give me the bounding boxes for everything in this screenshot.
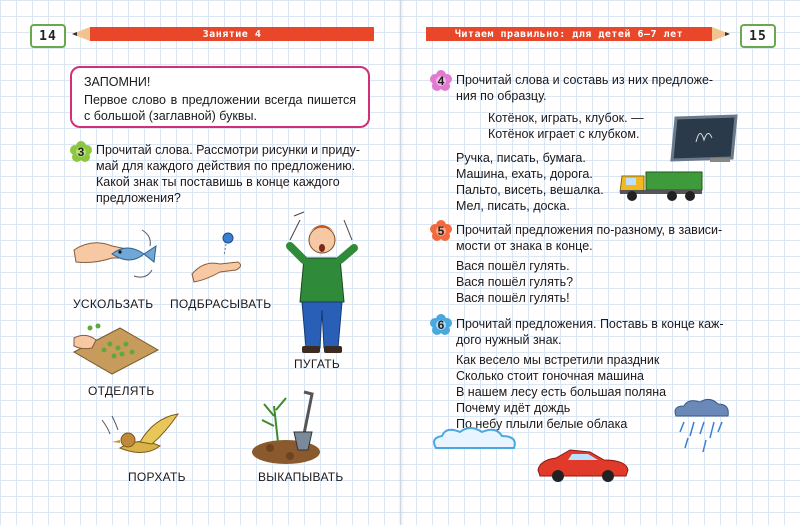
lesson-title: Занятие 4	[202, 28, 262, 40]
task5-instructions	[456, 222, 746, 254]
task6-item: Почему идёт дождь	[456, 401, 571, 415]
task4-item: Пальто, висеть, вешалка.	[456, 183, 604, 197]
scared-boy-illustration	[282, 210, 362, 360]
left-header-pencil	[90, 27, 374, 41]
task5-item: Вася пошёл гулять.	[456, 259, 570, 273]
task4-instructions	[456, 72, 746, 104]
remember-title: ЗАПОМНИ!	[84, 75, 151, 89]
task5-item: Вася пошёл гулять!	[456, 291, 570, 305]
flower-badge-icon	[70, 141, 92, 163]
task5-line: Прочитай предложения по-разному, в зависи-	[456, 223, 723, 237]
right-header-pencil	[426, 27, 712, 41]
task4-item: Машина, ехать, дорога.	[456, 167, 593, 181]
word-label: УСКОЛЬЗАТЬ	[73, 297, 154, 311]
task6-item: Сколько стоит гоночная машина	[456, 369, 644, 383]
left-page-number: 14	[30, 24, 66, 48]
example-line: Котёнок играет с клубком.	[488, 127, 640, 141]
hand-fish-illustration	[72, 220, 162, 290]
task-number: 5	[437, 224, 445, 238]
task4-line: ния по образцу.	[456, 89, 547, 103]
sorting-peas-illustration	[70, 322, 160, 377]
task5-item: Вася пошёл гулять?	[456, 275, 574, 289]
red-car-illustration	[534, 444, 632, 484]
task4-items	[456, 150, 604, 214]
task3-instructions	[96, 142, 376, 206]
remember-box	[70, 66, 370, 128]
word-label: ПОДБРАСЫВАТЬ	[170, 297, 272, 311]
rain-cloud-illustration	[672, 398, 732, 456]
task3-line: Прочитай слова. Рассмотри рисунки и приду-	[96, 143, 361, 157]
task4-item: Ручка, писать, бумага.	[456, 151, 586, 165]
word-label: ПУГАТЬ	[294, 357, 341, 371]
book-title: Читаем правильно: для детей 6–7 лет	[454, 28, 684, 40]
blackboard-illustration	[670, 114, 742, 166]
task-number: 3	[77, 145, 85, 159]
task-number: 4	[437, 74, 445, 88]
task5-items	[456, 258, 573, 306]
task6-line: Прочитай предложения. Поставь в конце каж-	[456, 317, 724, 331]
task6-item: Как весело мы встретили праздник	[456, 353, 660, 367]
flower-badge-icon	[430, 314, 452, 336]
task3-line: Какой знак ты поставишь в конце каждого	[96, 175, 340, 189]
task-number: 6	[437, 318, 445, 332]
task3-line: май для каждого действия по предложению.	[96, 159, 356, 173]
task6-items	[456, 352, 666, 432]
task4-example	[488, 110, 644, 142]
word-label: ОТДЕЛЯТЬ	[88, 384, 155, 398]
white-cloud-illustration	[430, 424, 522, 456]
right-page-number: 15	[740, 24, 776, 48]
bird-flying-illustration	[100, 412, 190, 467]
task3-line: предложения?	[96, 191, 181, 205]
word-label: ПОРХАТЬ	[128, 470, 186, 484]
task6-item: По небу плыли белые облака	[456, 417, 628, 431]
hand-tossing-ball-illustration	[190, 230, 250, 285]
remember-text: Первое слово в предложении всегда пишется с большой (заглавной) буквы.	[84, 93, 356, 123]
example-line: Котёнок, играть, клубок. —	[488, 111, 644, 125]
digging-shovel-illustration	[250, 386, 330, 468]
flower-badge-icon	[430, 70, 452, 92]
task4-line: Прочитай слова и составь из них предложе-	[456, 73, 714, 87]
task4-item: Мел, писать, доска.	[456, 199, 570, 213]
book-spine	[398, 0, 404, 525]
task5-line: мости от знака в конце.	[456, 239, 593, 253]
task6-instructions	[456, 316, 746, 348]
task6-line: дого нужный знак.	[456, 333, 562, 347]
task6-item: В нашем лесу есть большая поляна	[456, 385, 667, 399]
flower-badge-icon	[430, 220, 452, 242]
truck-illustration	[616, 162, 706, 204]
word-label: ВЫКАПЫВАТЬ	[258, 470, 344, 484]
